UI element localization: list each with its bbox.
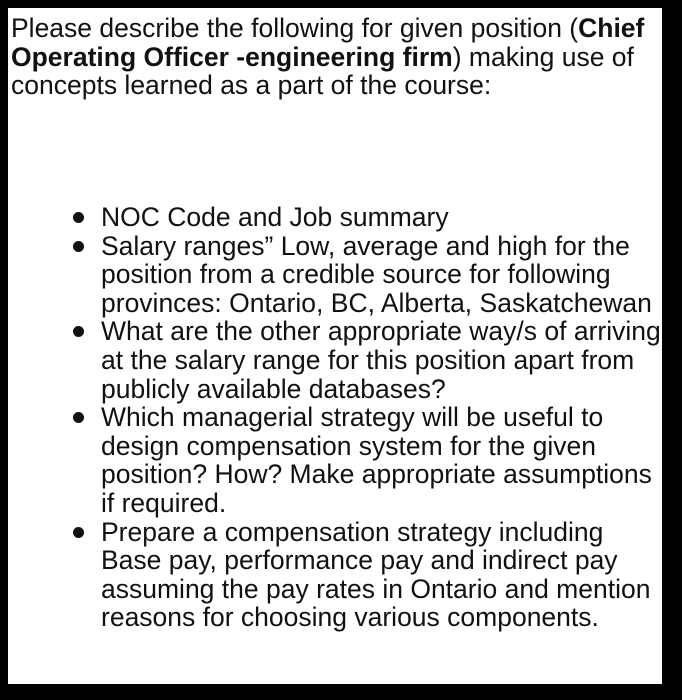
task-list <box>11 203 662 632</box>
bullet-dot-icon <box>73 412 84 423</box>
list-item-text: NOC Code and Job summary <box>101 202 449 232</box>
list-item-text: Which managerial strategy will be useful to design compensation system for the given position? How? Make appropriate assumptions if required. <box>101 402 652 518</box>
list-item <box>11 203 662 232</box>
document-frame <box>8 8 662 684</box>
question-intro <box>11 14 662 100</box>
intro-prefix: Please describe the following for given position ( <box>11 13 579 43</box>
list-item-text: What are the other appropriate way/s of arriving at the salary range for this position apart from publicly available databases? <box>101 316 661 404</box>
list-item-text: Prepare a compensation strategy including Base pay, performance pay and indirect pay assuming the pay rates in Ontario and mention reasons for choosing various components. <box>101 516 651 633</box>
position-title: Chief Operating Officer -engineering firm <box>11 13 645 72</box>
intro-suffix: ) making use of concepts learned as a part of the course: <box>11 41 634 101</box>
bullet-dot-icon <box>73 527 84 538</box>
list-item <box>11 232 662 318</box>
list-item-text: Salary ranges” Low, average and high for the position from a credible source for following provinces: Ontario, BC, Alberta, Saskatchewan <box>101 230 652 318</box>
bullet-dot-icon <box>73 212 84 223</box>
list-item <box>11 518 662 632</box>
list-item <box>11 317 662 403</box>
bullet-dot-icon <box>73 241 84 252</box>
list-item <box>11 403 662 517</box>
document-body <box>11 13 662 633</box>
bullet-dot-icon <box>73 326 84 337</box>
